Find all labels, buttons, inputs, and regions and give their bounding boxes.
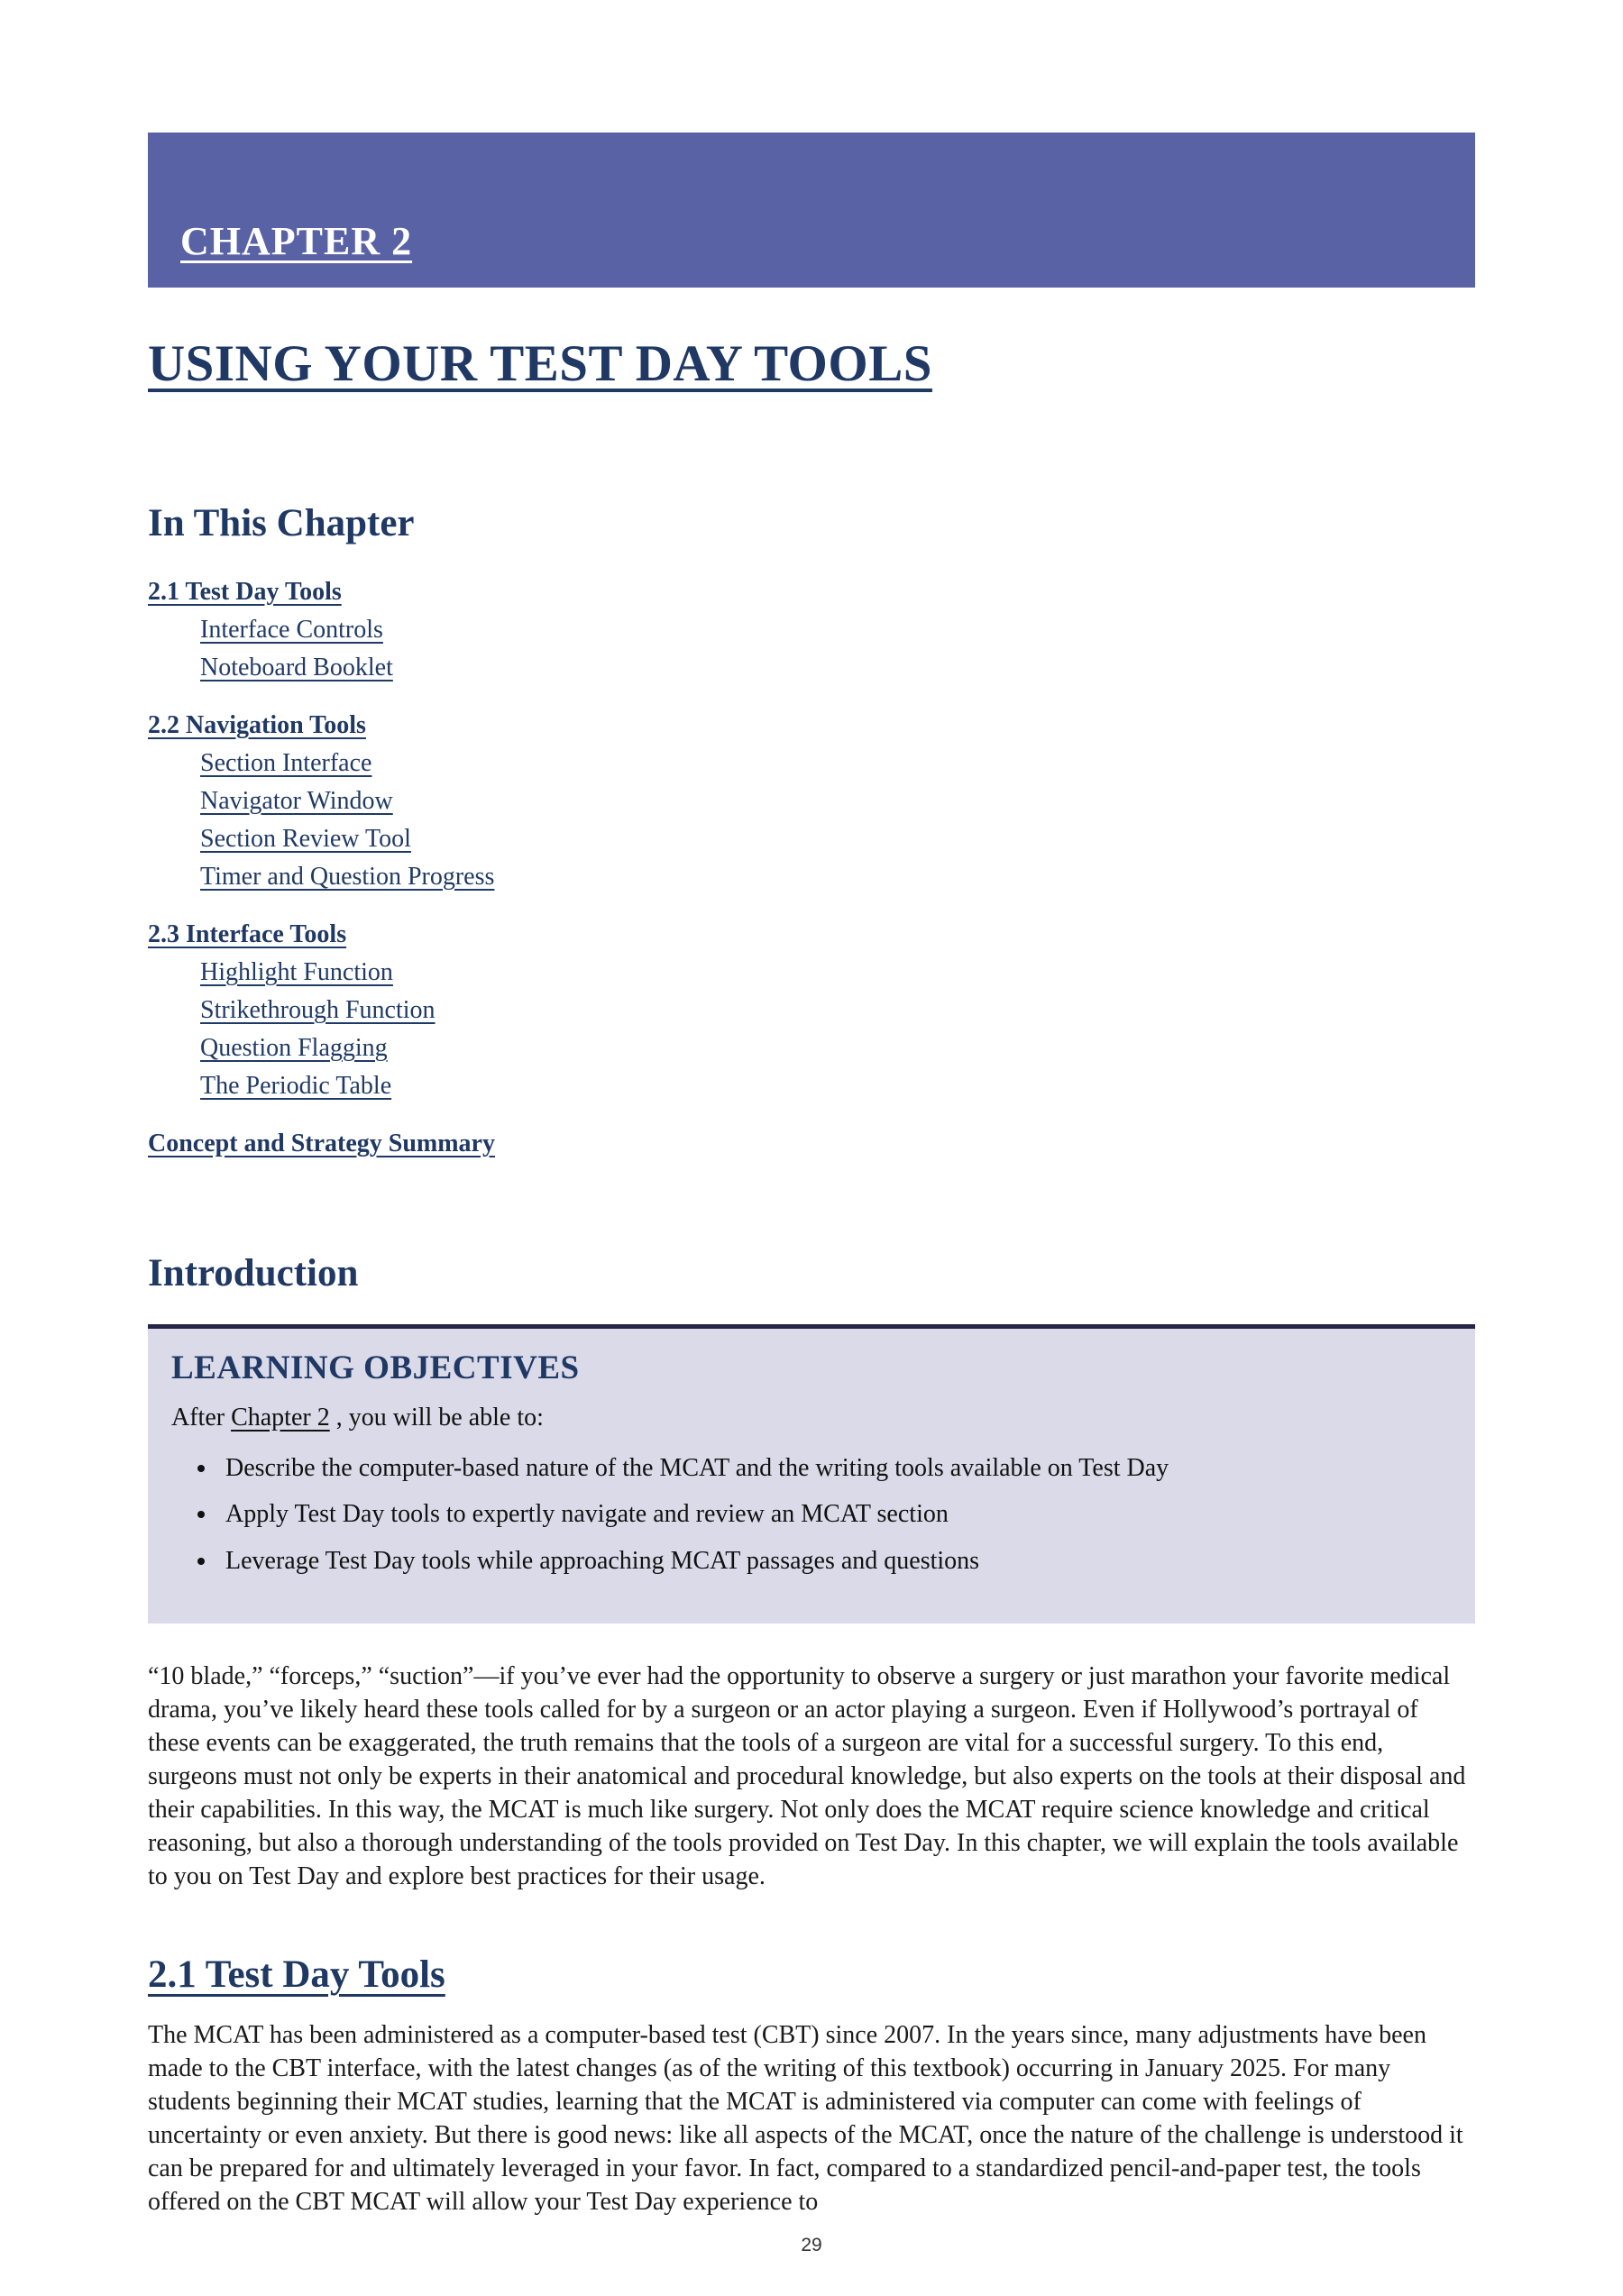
toc-link-question-flagging[interactable]: Question Flagging — [200, 1034, 388, 1062]
objective-item: • Apply Test Day tools to expertly navigate and review an MCAT section — [218, 1498, 1448, 1531]
toc-link-the-periodic-table[interactable]: The Periodic Table — [200, 1072, 392, 1100]
toc-section-summary — [148, 1124, 1475, 1163]
objectives-list — [171, 1452, 1448, 1578]
objectives-intro-prefix: After — [171, 1404, 232, 1432]
toc-link-highlight-function[interactable]: Highlight Function — [200, 958, 393, 986]
toc-link-noteboard-booklet[interactable]: Noteboard Booklet — [200, 654, 393, 681]
page-title: USING YOUR TEST DAY TOOLS — [148, 335, 932, 392]
in-this-chapter-heading: In This Chapter — [148, 502, 415, 544]
toc-link-concept-and-strategy-summary[interactable]: Concept and Strategy Summary — [148, 1130, 495, 1157]
section-2-1-heading: 2.1 Test Day Tools — [148, 1953, 445, 1997]
toc-link-section-review-tool[interactable]: Section Review Tool — [200, 825, 411, 853]
section-2-1-paragraph: The MCAT has been administered as a computer-based test (CBT) since 2007. In the years since, many adjustments have been made to the CBT interface, with the latest changes (as of the writing of this textbook) occurring in January 2025. For many students beginning their MCAT studies, learning that the MCAT is administered via computer can come with feelings of uncertainty or even anxiety. But there is good news: like all aspects of the MCAT, once the nature of the challenge is understood it can be prepared for and ultimately leveraged in your favor. In fact, compared to a standardized pencil-and-paper test, the tools offered on the CBT MCAT will allow your Test Day experience to — [148, 2021, 1463, 2217]
chapter-label: CHAPTER 2 — [180, 219, 413, 263]
toc-link-test-day-tools[interactable]: 2.1 Test Day Tools — [148, 578, 342, 606]
learning-objectives-heading: LEARNING OBJECTIVES — [171, 1349, 580, 1386]
objectives-intro-suffix: , you will be able to: — [329, 1404, 544, 1432]
toc-link-navigator-window[interactable]: Navigator Window — [200, 787, 393, 815]
page-number: 29 — [801, 2235, 822, 2255]
table-of-contents — [148, 572, 1475, 1163]
objective-item: • Leverage Test Day tools while approaching MCAT passages and questions — [218, 1545, 1448, 1578]
toc-link-interface-tools[interactable]: 2.3 Interface Tools — [148, 920, 347, 948]
toc-section-2-1 — [148, 572, 1475, 687]
toc-link-interface-controls[interactable]: Interface Controls — [200, 616, 383, 644]
toc-section-2-2 — [148, 706, 1475, 896]
toc-link-section-interface[interactable]: Section Interface — [200, 749, 372, 777]
chapter-2-link[interactable]: Chapter 2 — [231, 1404, 330, 1432]
chapter-banner — [148, 133, 1475, 288]
toc-link-navigation-tools[interactable]: 2.2 Navigation Tools — [148, 711, 366, 739]
toc-link-strikethrough-function[interactable]: Strikethrough Function — [200, 996, 436, 1024]
learning-objectives-box — [148, 1324, 1475, 1624]
toc-link-timer-and-question-progress[interactable]: Timer and Question Progress — [200, 863, 495, 891]
introduction-heading: Introduction — [148, 1252, 359, 1294]
objective-item: • Describe the computer-based nature of the MCAT and the writing tools available on Test Day — [218, 1452, 1448, 1485]
objectives-intro-line — [171, 1404, 1448, 1432]
toc-section-2-3 — [148, 915, 1475, 1105]
introduction-paragraph: “10 blade,” “forceps,” “suction”—if you’ve ever had the opportunity to observe a surgery or just marathon your favorite medical drama, you’ve likely heard these tools called for by a surgeon or an actor playing a surgeon. Even if Hollywood’s portrayal of these events can be exaggerated, the truth remains that the tools of a surgeon are vital for a successful surgery. To this end, surgeons must not only be experts in their anatomical and procedural knowledge, but also experts on the tools at their disposal and their capabilities. In this way, the MCAT is much like surgery. Not only does the MCAT require science knowledge and critical reasoning, but also a thorough understanding of the tools provided on Test Day. In this chapter, we will explain the tools available to you on Test Day and explore best practices for their usage. — [148, 1662, 1466, 1891]
